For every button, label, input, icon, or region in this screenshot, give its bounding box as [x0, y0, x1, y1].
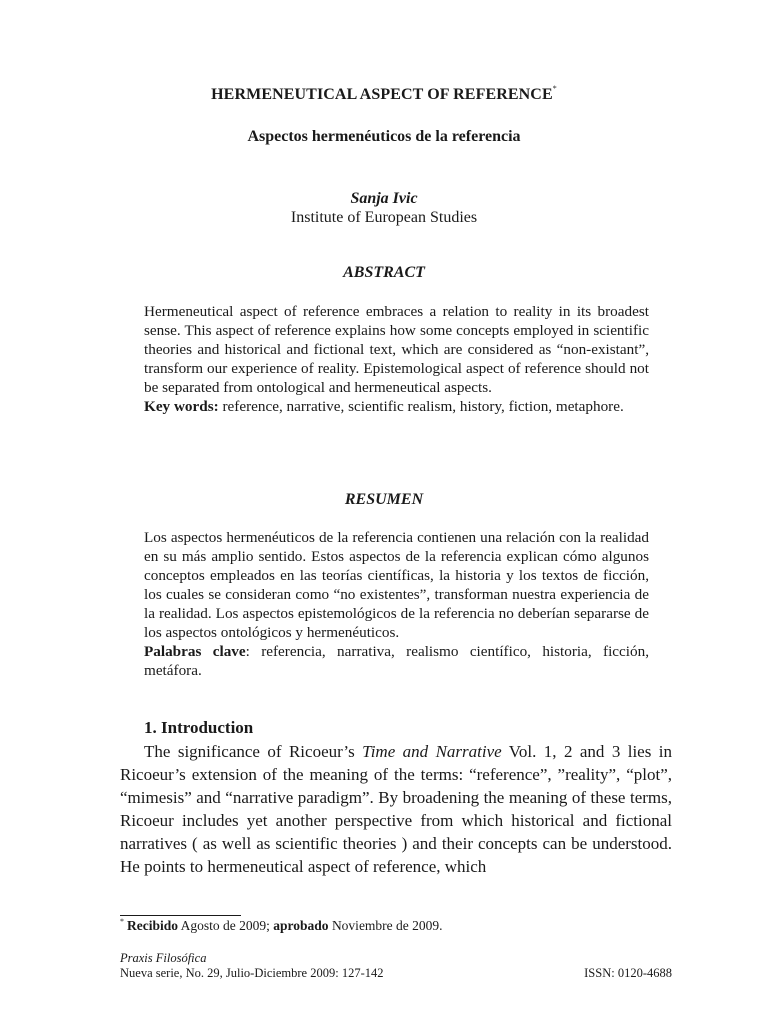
intro-text-part-1: The significance of Ricoeur’s: [144, 742, 363, 761]
palabras-clave-label: Palabras clave: [144, 643, 246, 660]
resumen-body: Los aspectos hermenéuticos de la referencia contienen una relación con la realidad en su más amplio sentido. Estos aspectos de la referencia explican cómo algunos conceptos empleados en las teorías científicas, la historia y los textos de ficción, los cuales se consideran como “no existentes”, transforman nuestra experiencia de la realidad. Los aspectos epistemológicos de la referencia no deberían separarse de los aspectos ontológicos y hermenéuticos.: [144, 529, 649, 641]
footnote: [120, 918, 443, 934]
paper-title: [0, 86, 768, 104]
journal-name: Praxis Filosófica: [120, 951, 207, 965]
introduction-heading: 1. Introduction: [144, 718, 254, 737]
journal-issn: ISSN: 0120-4688: [584, 966, 672, 980]
title-text: HERMENEUTICAL ASPECT OF REFERENCE: [211, 86, 553, 103]
introduction-paragraph: [120, 740, 672, 878]
received-label: Recibido: [127, 918, 179, 933]
approved-label: aprobado: [273, 918, 329, 933]
resumen-block: [144, 528, 649, 680]
title-footnote-marker: *: [552, 84, 557, 93]
approved-date: Noviembre de 2009.: [328, 918, 443, 933]
resumen-keywords: [144, 642, 649, 680]
resumen-heading: RESUMEN: [344, 491, 424, 508]
introduction-body: [120, 740, 672, 878]
intro-text-part-2: Vol. 1, 2 and 3 lies in Ricoeur’s extension of the meaning of the terms: “reference”, ”reality”, “plot”, “mimesis” and “narrative paradigm”. By broadening the meaning of these terms, Ricoeur includes yet another perspective from which historical and fictional narratives ( as well as scientific theories ) and their concepts can be understood. He points to hermeneutical aspect of reference, which: [120, 742, 672, 876]
keywords-label: Key words:: [144, 398, 219, 415]
abstract-block: [144, 302, 649, 416]
author-affiliation: Institute of European Studies: [290, 209, 478, 226]
footnote-marker: *: [120, 917, 124, 926]
palabras-clave-list: : referencia, narrativa, realismo científico, historia, ficción, metáfora.: [144, 643, 649, 679]
journal-issue: Nueva serie, No. 29, Julio-Diciembre 2009: 127-142: [120, 966, 384, 980]
author-name: Sanja Ivic: [350, 190, 418, 207]
abstract-keywords: [144, 397, 649, 416]
paper-subtitle: Aspectos hermenéuticos de la referencia: [247, 128, 521, 145]
abstract-heading: ABSTRACT: [343, 264, 425, 281]
abstract-body: Hermeneutical aspect of reference embraces a relation to reality in its broadest sense. This aspect of reference explains how some concepts employed in scientific theories and historical and fictional text, which are considered as “non-existant”, transform our experience of reality. Epistemological aspect of reference should not be separated from ontological and hermeneutical aspects.: [144, 303, 649, 396]
intro-book-title: Time and Narrative: [362, 742, 502, 761]
received-date: Agosto de 2009;: [178, 918, 274, 933]
keywords-list: reference, narrative, scientific realism, history, fiction, metaphore.: [218, 398, 624, 415]
footnote-divider: [120, 915, 241, 916]
